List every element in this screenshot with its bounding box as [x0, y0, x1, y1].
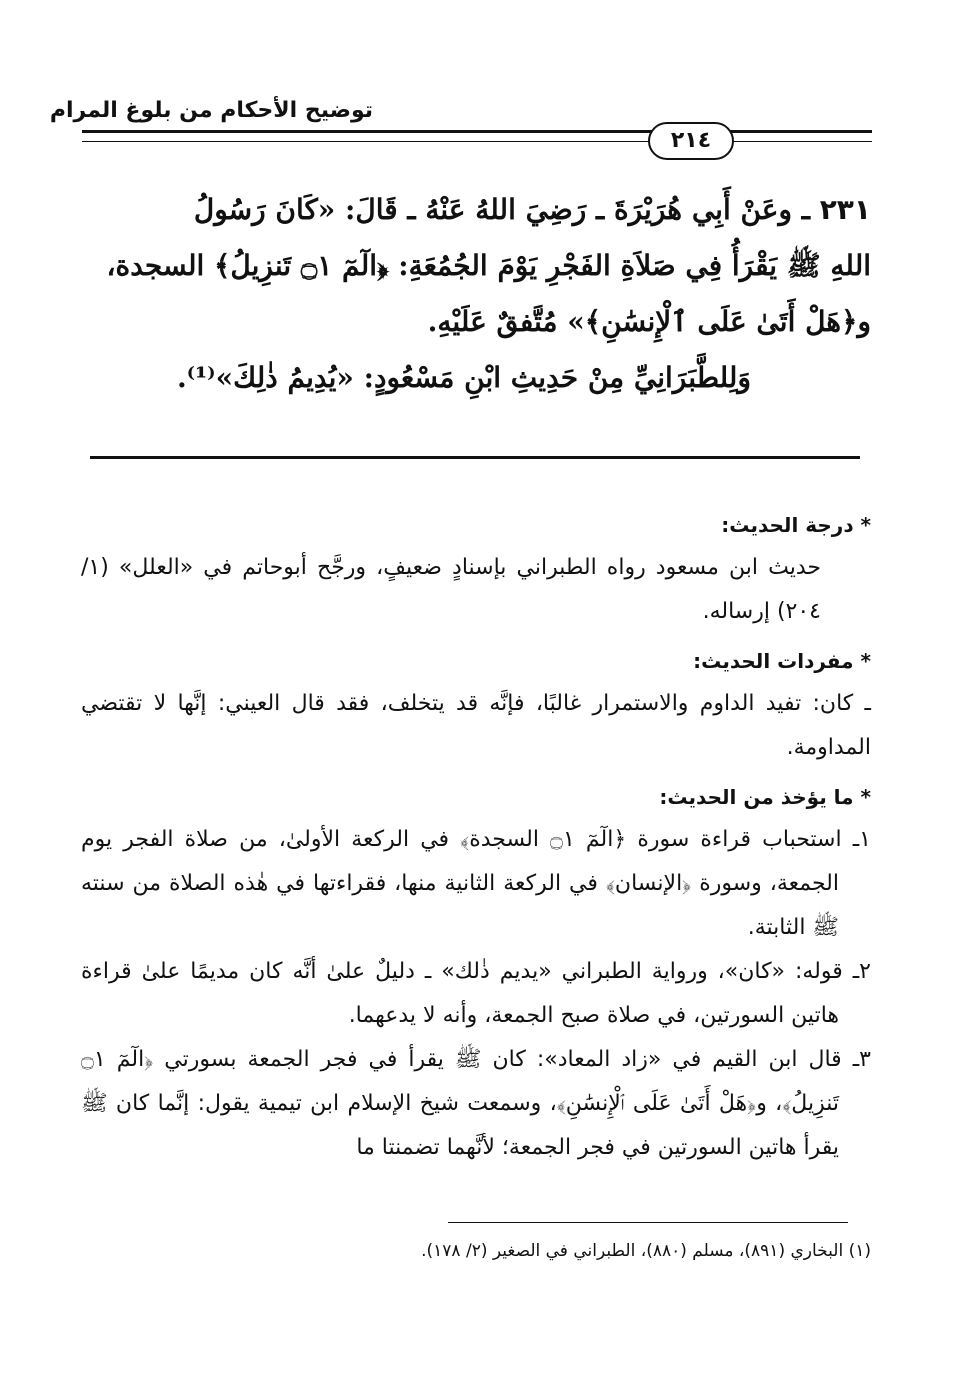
footnote: (١) البخاري (٨٩١)، مسلم (٨٨٠)، الطبراني في الصغير (٢/ ١٧٨).	[421, 1241, 871, 1261]
hadith-line-4: وَلِلطَّبَرَانِيِّ مِنْ حَدِيثِ ابْنِ مَسْعُودٍ: «يُدِيمُ ذٰلِكَ»⁽¹⁾.	[176, 361, 751, 394]
hadith-line-1: ـ وعَنْ أَبِي هُرَيْرَةَ ـ رَضِيَ اللهُ عَنْهُ ـ قَالَ: «كَانَ رَسُولُ	[193, 193, 810, 226]
heading-vocabulary: * مفردات الحديث:	[693, 649, 871, 673]
section-divider	[90, 456, 860, 459]
running-title: توضيح الأحكام من بلوغ المرام	[49, 98, 373, 123]
header-rule-thick	[82, 130, 872, 133]
header-rule-thin	[82, 141, 872, 142]
hadith-line	[81, 182, 871, 238]
hadith-number: ٢٣١	[819, 193, 871, 226]
hadith-line-2: اللهِ ﷺ يَقْرَأُ فِي صَلاَةِ الفَجْرِ يَوْمَ الجُمُعَةِ: ﴿الٓمٓ ۝١ تَنزِيلُ﴾ السجدة،	[106, 249, 871, 282]
heading-lessons: * ما يؤخذ من الحديث:	[659, 785, 871, 809]
hadith-text	[81, 182, 871, 406]
hadith-line-3: و﴿هَلْ أَتَىٰ عَلَى ٱلْإِنسَٰنِ﴾» مُتَّفقٌ عَلَيْهِ.	[427, 305, 871, 338]
list-item: ٣ـ قال ابن القيم في «زاد المعاد»: كان ﷺ يقرأ في فجر الجمعة بسورتي ﴿الٓمٓ ۝١ تَنزِيلُ﴾، و﴿هَلْ أَتَىٰ عَلَى ٱلْإِنسَٰنِ﴾، وسمعت شيخ الإسلام ابن تيمية يقول: إنَّما كان ﷺ يقرأ هاتين السورتين في فجر الجمعة؛ لأنَّهما تضمنتا ما	[81, 1047, 871, 1160]
paragraph: ـ كان: تفيد الداوم والاستمرار غالبًا، فإنَّه قد يتخلف، فقد قال العيني: إنَّها لا تقتضي المداومة.	[81, 691, 871, 760]
list-item: ٢ـ قوله: «كان»، ورواية الطبراني «يديم ذٰلك» ـ دليلٌ علىٰ أنَّه كان مديمًا علىٰ قراءة هاتين السورتين، في صلاة صبح الجمعة، وأنه لا يدعهما.	[81, 959, 871, 1028]
paragraph: حديث ابن مسعود رواه الطبراني بإسنادٍ ضعيفٍ، ورجَّح أبوحاتم في «العلل» (١/ ٢٠٤) إرساله.	[81, 555, 821, 624]
commentary	[81, 498, 871, 1170]
footnote-divider	[448, 1222, 848, 1223]
list-item: ١ـ استحباب قراءة سورة ﴿الٓمٓ ۝١ السجدة﴾ في الركعة الأولىٰ، من صلاة الفجر يوم الجمعة، وسورة ﴿الإنسان﴾ في الركعة الثانية منها، فقراءتها في هٰذه الصلاة من سنته ﷺ الثابتة.	[81, 827, 871, 940]
page-number-badge: ٢١٤	[648, 122, 734, 160]
heading-hadith-grade: * درجة الحديث:	[721, 513, 871, 537]
